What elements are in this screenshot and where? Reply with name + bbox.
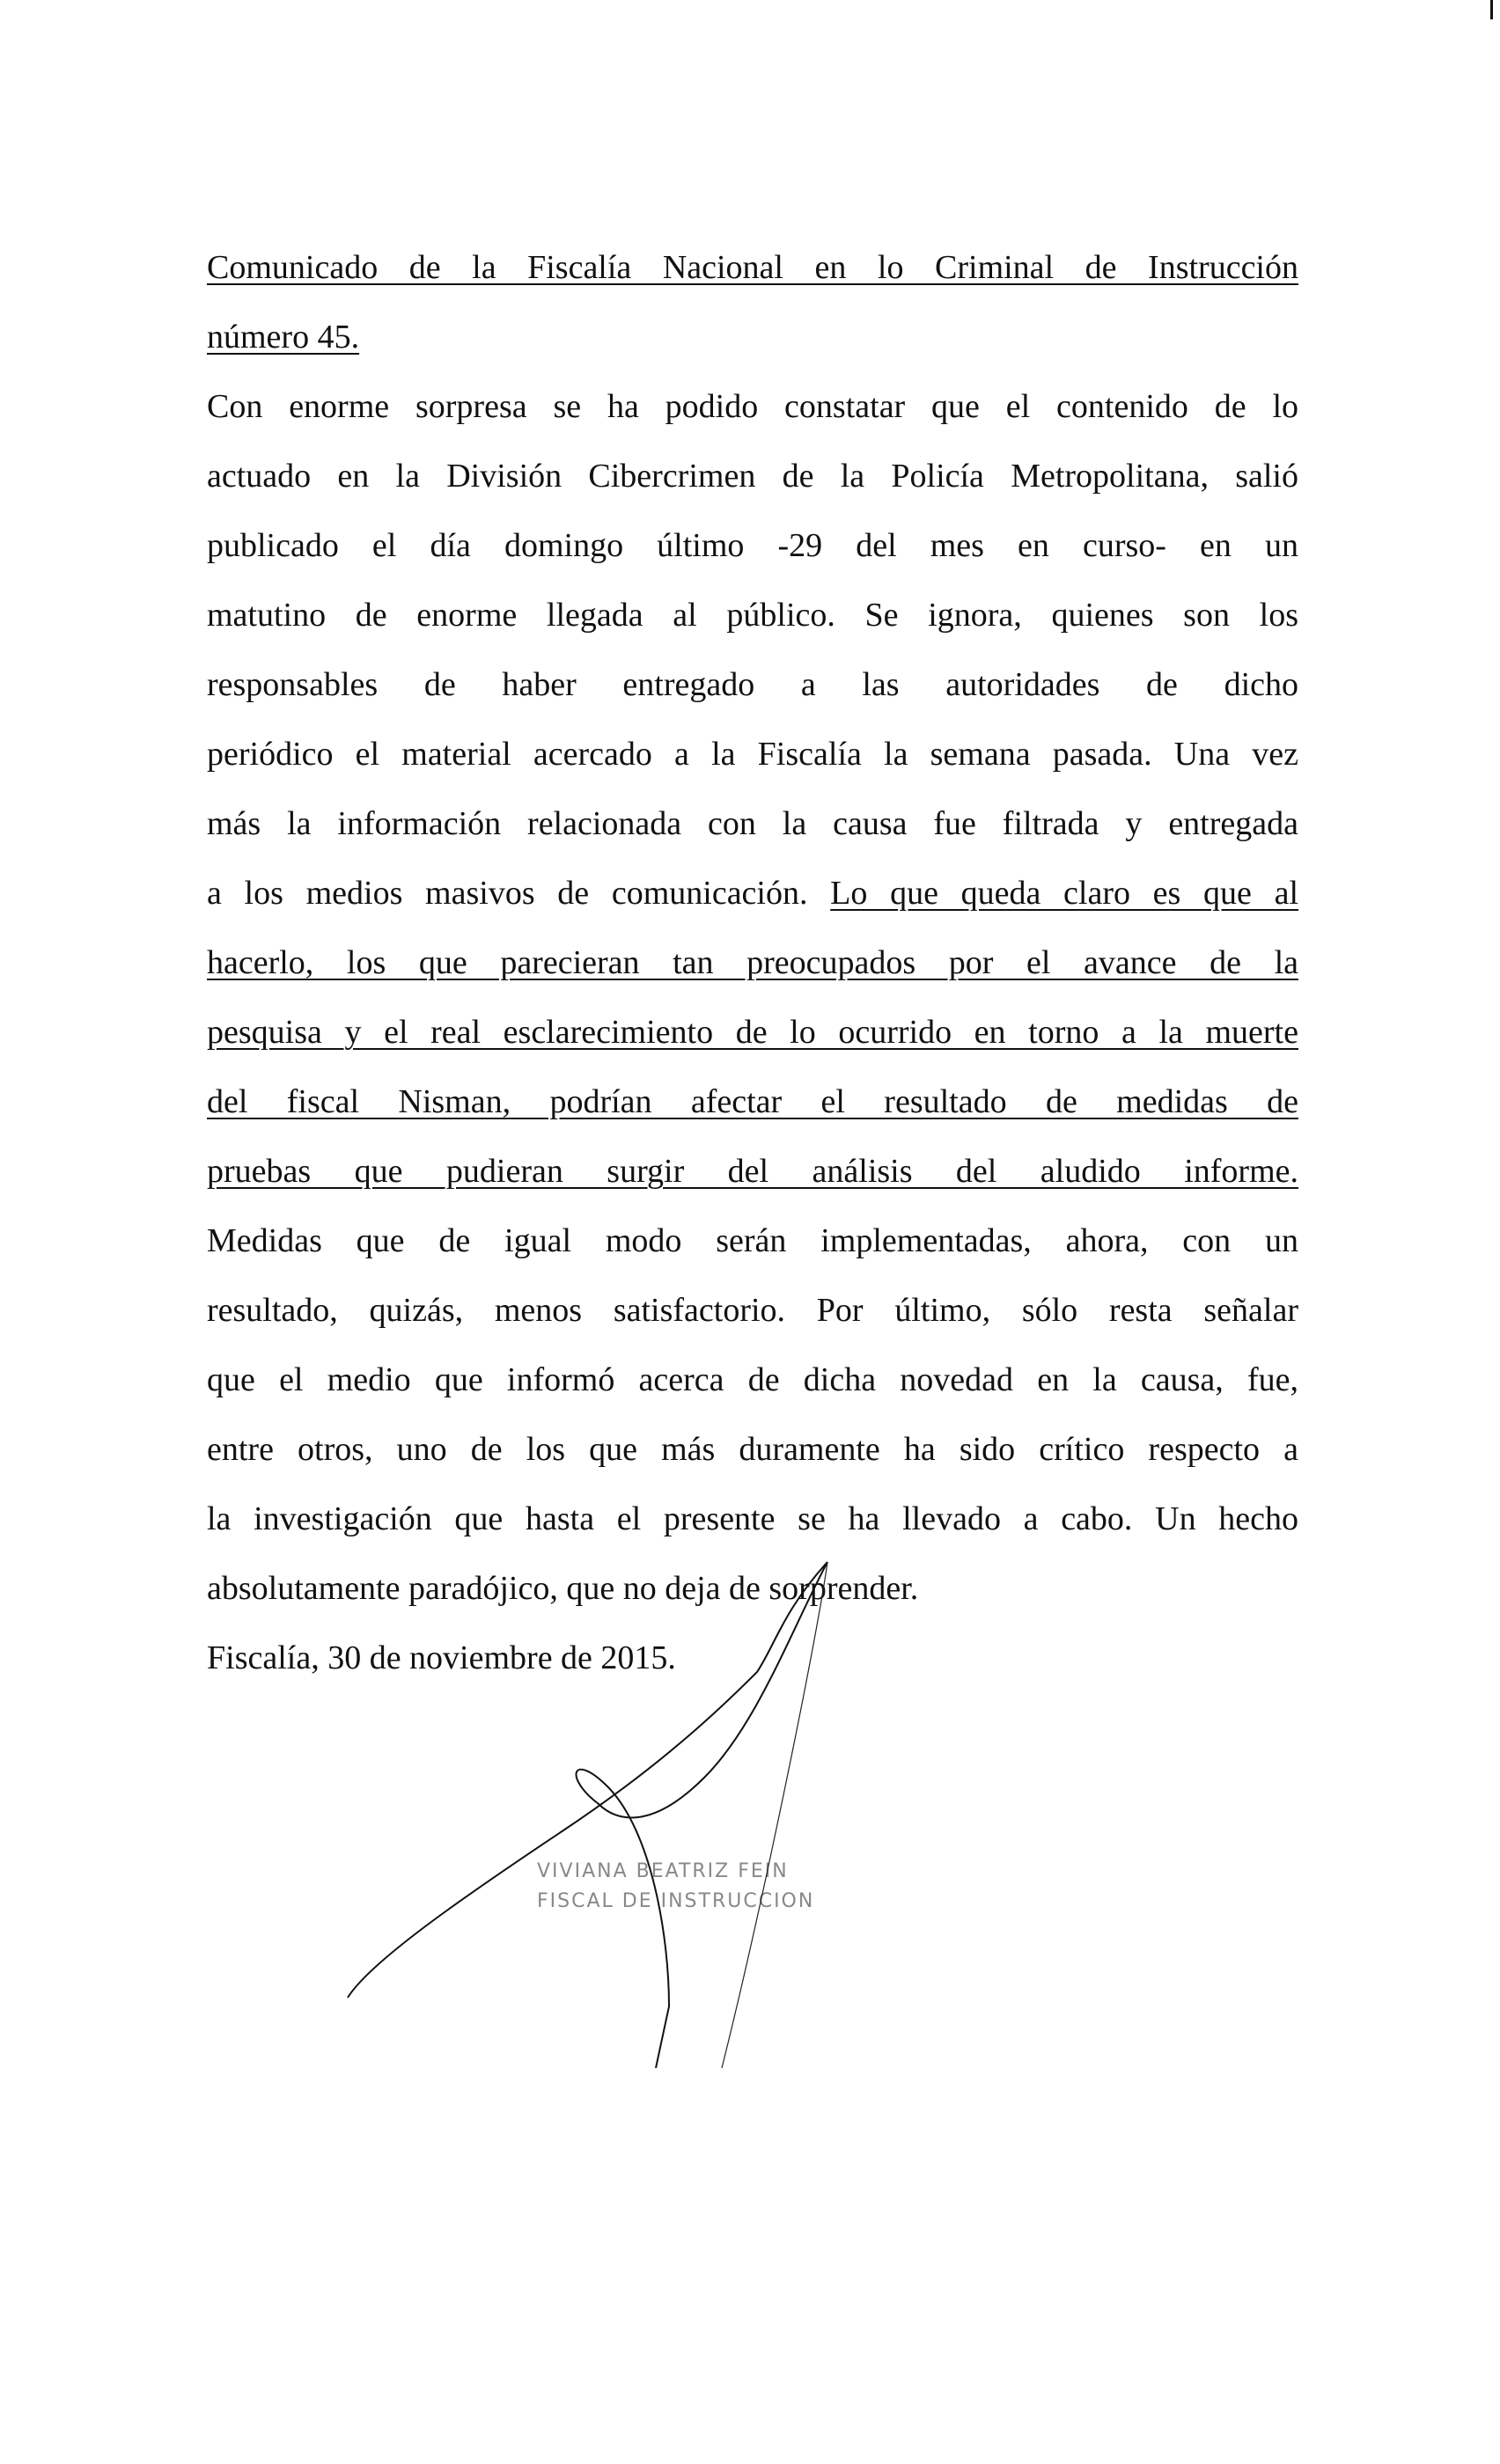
- underlined-line: hacerlo, los que parecieran tan preocupados por el avance de la: [207, 944, 1298, 981]
- signature-stroke-vertical: [722, 1562, 827, 2068]
- signature-stroke-loop: [577, 1562, 827, 2068]
- body-line: responsables de haber entregado a las autoridades de dicho: [207, 666, 1298, 703]
- signature-stroke-main: [348, 1562, 827, 1998]
- date-line: Fiscalía, 30 de noviembre de 2015.: [207, 1639, 676, 1676]
- underlined-line: del fiscal Nisman, podrían afectar el resultado de medidas de: [207, 1083, 1298, 1120]
- body-line: más la información relacionada con la causa fue filtrada y entregada: [207, 805, 1298, 842]
- closing-line: Medidas que de igual modo serán implementadas, ahora, con un: [207, 1222, 1298, 1259]
- body-line: publicado el día domingo último -29 del mes en curso- en un: [207, 527, 1298, 564]
- body-line: Con enorme sorpresa se ha podido constatar que el contenido de lo: [207, 388, 1298, 425]
- body-line: matutino de enorme llegada al público. Se ignora, quienes son los: [207, 597, 1298, 634]
- closing-line: la investigación que hasta el presente se ha llevado a cabo. Un hecho: [207, 1500, 1298, 1537]
- body-line: periódico el material acercado a la Fiscalía la semana pasada. Una vez: [207, 736, 1298, 773]
- mixed-line: a los medios masivos de comunicación. Lo que queda claro es que al: [207, 875, 1298, 912]
- stamp-name: VIVIANA BEATRIZ FEIN: [537, 1860, 789, 1882]
- closing-line: resultado, quizás, menos satisfactorio. Por último, sólo resta señalar: [207, 1292, 1298, 1329]
- closing-line: que el medio que informó acerca de dicha novedad en la causa, fue,: [207, 1361, 1298, 1398]
- stamp-role: FISCAL DE INSTRUCCION: [537, 1890, 815, 1912]
- body-line: actuado en la División Cibercrimen de la Policía Metropolitana, salió: [207, 458, 1298, 495]
- title-line-2: número 45.: [207, 319, 360, 356]
- underlined-line: pesquisa y el real esclarecimiento de lo ocurrido en torno a la muerte: [207, 1014, 1298, 1051]
- underlined-line: pruebas que pudieran surgir del análisis del aludido informe.: [207, 1153, 1298, 1190]
- title-line-1: Comunicado de la Fiscalía Nacional en lo Criminal de Instrucción: [207, 249, 1298, 286]
- closing-line: absolutamente paradójico, que no deja de sorprender.: [207, 1570, 919, 1607]
- closing-line: entre otros, uno de los que más duramente ha sido crítico respecto a: [207, 1431, 1298, 1468]
